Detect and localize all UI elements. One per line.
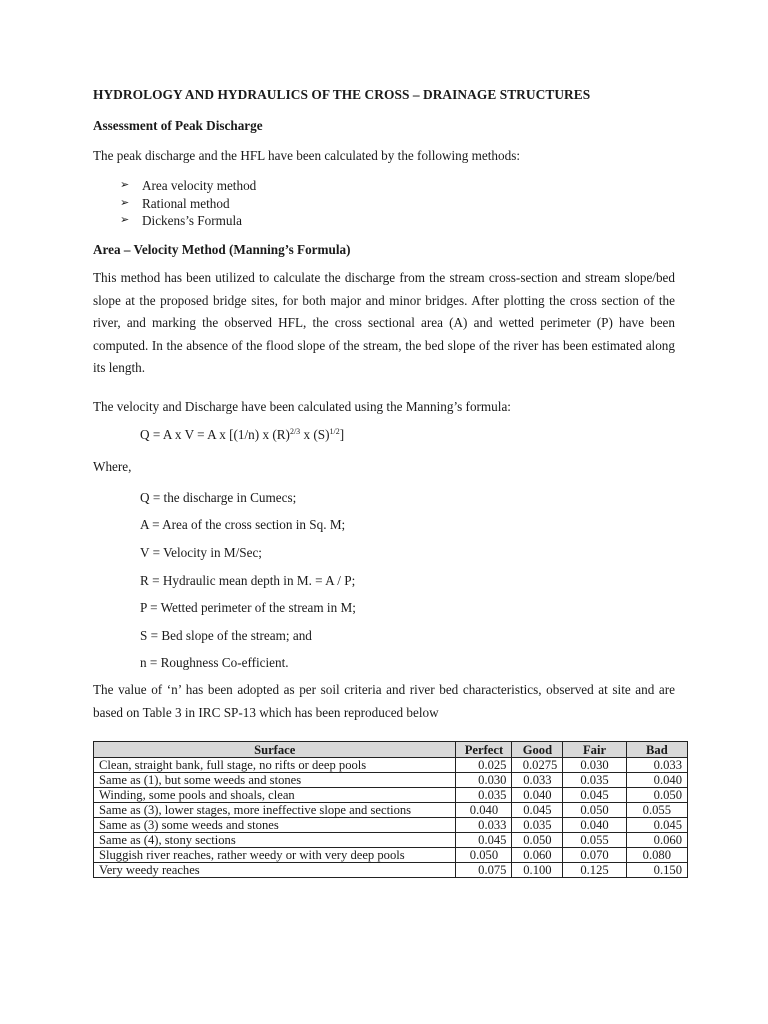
cell-fair: 0.030 bbox=[563, 758, 626, 773]
formula-mid: x (S) bbox=[300, 427, 330, 442]
cell-perfect: 0.050 bbox=[456, 848, 512, 863]
table-row bbox=[94, 773, 688, 788]
cell-perfect: 0.025 bbox=[456, 758, 512, 773]
header-good: Good bbox=[512, 742, 563, 758]
table-intro-paragraph: The value of ‘n’ has been adopted as per soil criteria and river bed characteristics, observed at site and are based on Table 3 in IRC SP-13 which has been reproduced below bbox=[93, 682, 675, 720]
cell-bad: 0.045 bbox=[626, 818, 687, 833]
arrow-bullet-icon: ➢ bbox=[120, 196, 130, 209]
cell-surface: Clean, straight bank, full stage, no rifts or deep pools bbox=[94, 758, 456, 773]
manning-formula bbox=[140, 427, 344, 443]
methods-list bbox=[120, 177, 256, 230]
cell-good: 0.033 bbox=[512, 773, 563, 788]
cell-fair: 0.055 bbox=[563, 833, 626, 848]
method-label: Rational method bbox=[142, 195, 230, 211]
cell-fair: 0.040 bbox=[563, 818, 626, 833]
cell-surface: Sluggish river reaches, rather weedy or with very deep pools bbox=[94, 848, 456, 863]
cell-bad: 0.080 bbox=[626, 848, 687, 863]
cell-bad: 0.150 bbox=[626, 863, 687, 878]
table-row bbox=[94, 863, 688, 878]
cell-good: 0.050 bbox=[512, 833, 563, 848]
definition-r: R = Hydraulic mean depth in M. = A / P; bbox=[140, 573, 356, 588]
cell-bad: 0.050 bbox=[626, 788, 687, 803]
table-row bbox=[94, 758, 688, 773]
cell-good: 0.0275 bbox=[512, 758, 563, 773]
cell-fair: 0.125 bbox=[563, 863, 626, 878]
header-surface: Surface bbox=[94, 742, 456, 758]
where-label: Where, bbox=[93, 459, 132, 474]
formula-main: Q = A x V = A x [(1/n) x (R) bbox=[140, 427, 290, 442]
cell-bad: 0.033 bbox=[626, 758, 687, 773]
header-perfect: Perfect bbox=[456, 742, 512, 758]
cell-perfect: 0.045 bbox=[456, 833, 512, 848]
header-bad: Bad bbox=[626, 742, 687, 758]
peak-discharge-intro: The peak discharge and the HFL have been calculated by the following methods: bbox=[93, 148, 520, 163]
roughness-coefficient-table bbox=[93, 741, 688, 878]
definition-s: S = Bed slope of the stream; and bbox=[140, 628, 312, 643]
cell-perfect: 0.033 bbox=[456, 818, 512, 833]
cell-perfect: 0.035 bbox=[456, 788, 512, 803]
table-row bbox=[94, 788, 688, 803]
table-header-row bbox=[94, 742, 688, 758]
cell-good: 0.060 bbox=[512, 848, 563, 863]
cell-good: 0.040 bbox=[512, 788, 563, 803]
cell-surface: Very weedy reaches bbox=[94, 863, 456, 878]
cell-fair: 0.045 bbox=[563, 788, 626, 803]
cell-perfect: 0.040 bbox=[456, 803, 512, 818]
cell-surface: Winding, some pools and shoals, clean bbox=[94, 788, 456, 803]
formula-end: ] bbox=[339, 427, 345, 442]
formula-exponent-s: 1/2 bbox=[329, 427, 340, 436]
method-description-paragraph: This method has been utilized to calculate the discharge from the stream cross-section and stream slope/bed slope at the proposed bridge sites, for both major and minor bridges. After plotting the cross section of the river, and marking the observed HFL, the cross sectional area (A) and wetted perimeter (P) have been computed. In the absence of the flood slope of the stream, the bed slope of the river has been estimated along its length. bbox=[93, 270, 675, 375]
cell-bad: 0.040 bbox=[626, 773, 687, 788]
cell-perfect: 0.030 bbox=[456, 773, 512, 788]
definition-a: A = Area of the cross section in Sq. M; bbox=[140, 517, 346, 532]
table-row bbox=[94, 803, 688, 818]
list-item bbox=[120, 212, 256, 230]
definition-v: V = Velocity in M/Sec; bbox=[140, 545, 262, 560]
definition-p: P = Wetted perimeter of the stream in M; bbox=[140, 600, 356, 615]
cell-good: 0.035 bbox=[512, 818, 563, 833]
cell-surface: Same as (3) some weeds and stones bbox=[94, 818, 456, 833]
cell-good: 0.045 bbox=[512, 803, 563, 818]
cell-good: 0.100 bbox=[512, 863, 563, 878]
header-fair: Fair bbox=[563, 742, 626, 758]
table-row bbox=[94, 848, 688, 863]
cell-surface: Same as (4), stony sections bbox=[94, 833, 456, 848]
cell-perfect: 0.075 bbox=[456, 863, 512, 878]
list-item bbox=[120, 177, 256, 195]
definition-q: Q = the discharge in Cumecs; bbox=[140, 490, 297, 505]
arrow-bullet-icon: ➢ bbox=[120, 214, 130, 226]
cell-bad: 0.055 bbox=[626, 803, 687, 818]
cell-fair: 0.070 bbox=[563, 848, 626, 863]
cell-surface: Same as (3), lower stages, more ineffective slope and sections bbox=[94, 803, 456, 818]
cell-fair: 0.035 bbox=[563, 773, 626, 788]
section-heading-peak-discharge: Assessment of Peak Discharge bbox=[93, 118, 263, 133]
formula-exponent-r: 2/3 bbox=[289, 427, 301, 436]
arrow-bullet-icon: ➢ bbox=[120, 179, 130, 191]
formula-intro: The velocity and Discharge have been calculated using the Manning’s formula: bbox=[93, 399, 511, 414]
cell-fair: 0.050 bbox=[563, 803, 626, 818]
list-item bbox=[120, 195, 256, 213]
definition-n: n = Roughness Co-efficient. bbox=[140, 655, 289, 670]
table-row bbox=[94, 818, 688, 833]
method-label: Dickens’s Formula bbox=[142, 213, 242, 228]
cell-surface: Same as (1), but some weeds and stones bbox=[94, 773, 456, 788]
page-title: HYDROLOGY AND HYDRAULICS OF THE CROSS – DRAINAGE STRUCTURES bbox=[93, 87, 591, 102]
method-label: Area velocity method bbox=[142, 178, 257, 193]
cell-bad: 0.060 bbox=[626, 833, 687, 848]
table-row bbox=[94, 833, 688, 848]
section-heading-area-velocity: Area – Velocity Method (Manning’s Formula) bbox=[93, 242, 351, 257]
